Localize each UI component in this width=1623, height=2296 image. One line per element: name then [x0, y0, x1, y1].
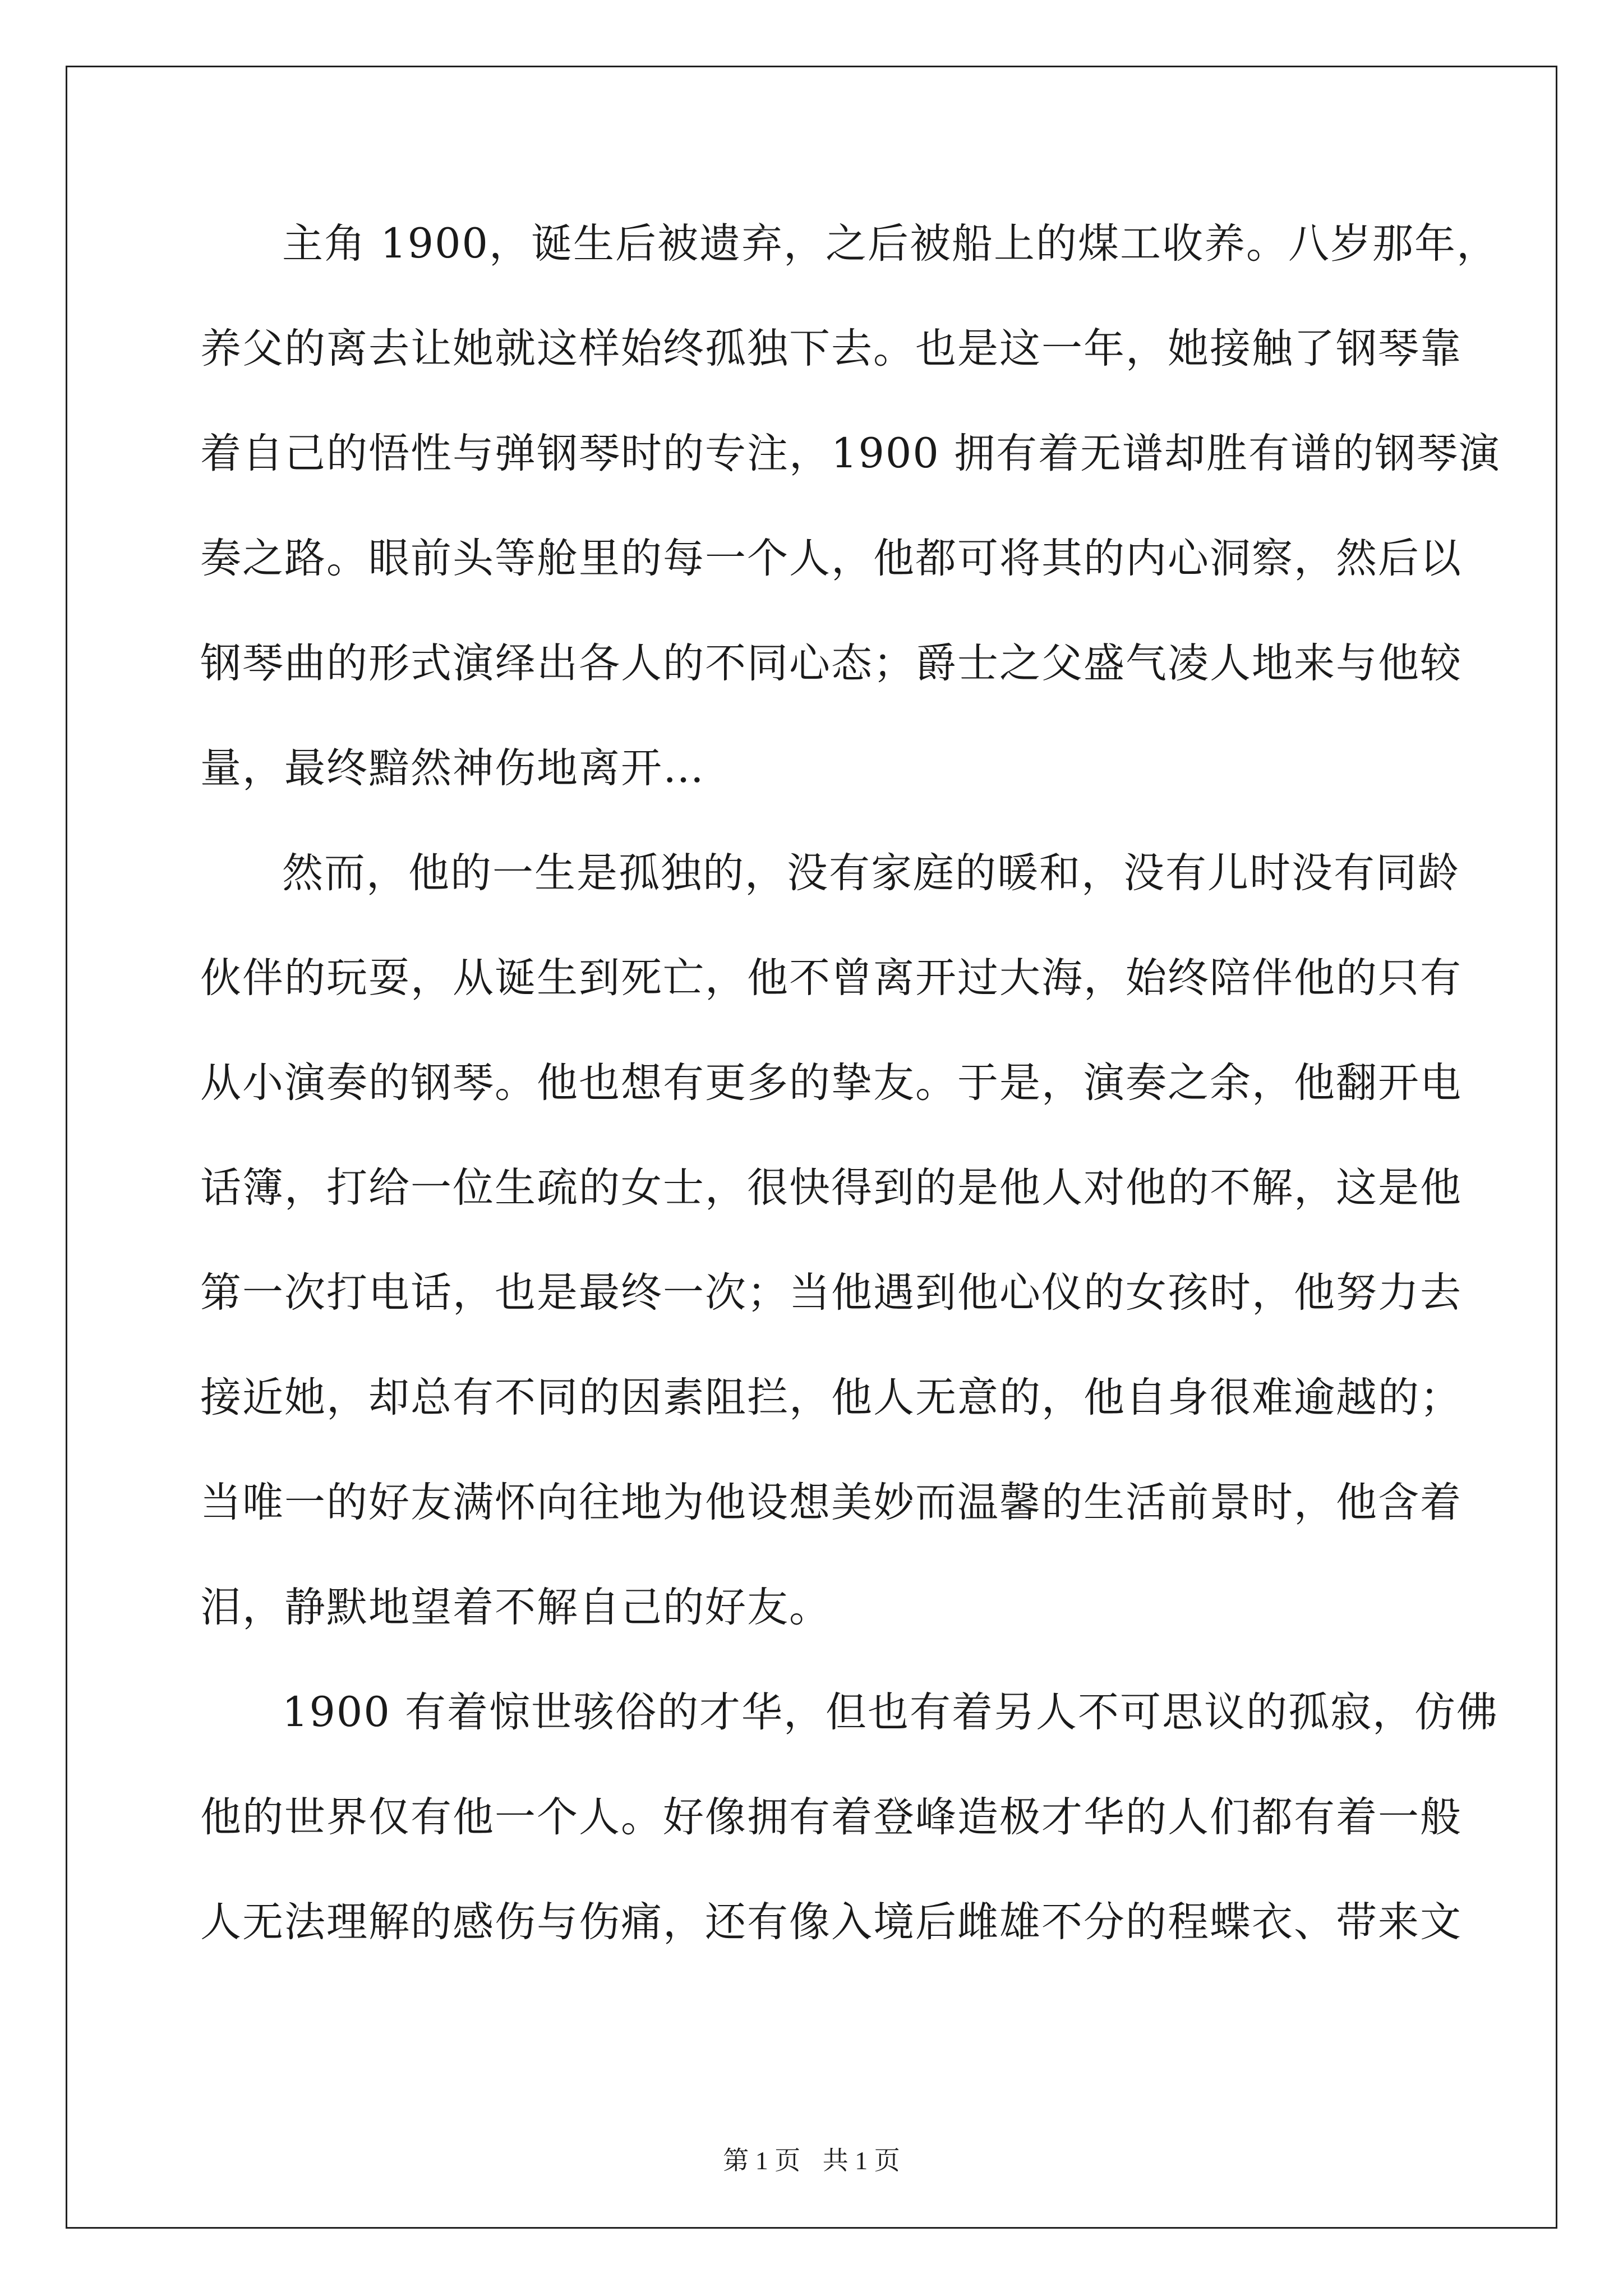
- paragraph-line: 泪，静默地望着不解自己的好友。: [200, 1584, 831, 1631]
- paragraph-line: 养父的离去让她就这样始终孤独下去。也是这一年，她接触了钢琴靠: [200, 325, 1462, 372]
- paragraph-line: 钢琴曲的形式演绎出各人的不同心态；爵士之父盛气凌人地来与他较: [200, 639, 1462, 687]
- paragraph-line: 然而，他的一生是孤独的，没有家庭的暖和，没有儿时没有同龄: [282, 849, 1460, 897]
- paragraph-line: 第一次打电话，也是最终一次；当他遇到他心仪的女孩时，他努力去: [200, 1269, 1462, 1317]
- paragraph-line: 人无法理解的感伤与伤痛，还有像入境后雌雄不分的程蝶衣、带来文: [200, 1898, 1462, 1946]
- page-number: 第 1 页: [723, 2146, 801, 2175]
- paragraph-line: 奏之路。眼前头等舱里的每一个人，他都可将其的内心洞察，然后以: [200, 535, 1462, 582]
- document-body: [200, 220, 1501, 2007]
- paragraph-line: 1900 有着惊世骇俗的才华，但也有着另人不可思议的孤寂，仿佛: [282, 1688, 1498, 1736]
- paragraph-line: 主角 1900，诞生后被遗弃，之后被船上的煤工收养。八岁那年，: [282, 220, 1498, 268]
- paragraph-line: 话簿，打给一位生疏的女士，很快得到的是他人对他的不解，这是他: [200, 1164, 1462, 1212]
- paragraph-line: 他的世界仅有他一个人。好像拥有着登峰造极才华的人们都有着一般: [200, 1793, 1462, 1841]
- paragraph-line: 当唯一的好友满怀向往地为他设想美妙而温馨的生活前景时，他含着: [200, 1479, 1462, 1526]
- paragraph-line: 接近她，却总有不同的因素阻拦，他人无意的，他自身很难逾越的；: [200, 1374, 1462, 1421]
- paragraph-line: 着自己的悟性与弹钢琴时的专注，1900 拥有着无谱却胜有谱的钢琴演: [200, 430, 1501, 477]
- page-footer: [0, 2140, 1623, 2177]
- paragraph-line: 量，最终黯然神伤地离开…: [200, 744, 705, 792]
- paragraph-line: 从小演奏的钢琴。他也想有更多的挚友。于是，演奏之余，他翻开电: [200, 1059, 1462, 1107]
- page-total: 共 1 页: [822, 2146, 900, 2175]
- paragraph-line: 伙伴的玩耍，从诞生到死亡，他不曾离开过大海，始终陪伴他的只有: [200, 954, 1462, 1002]
